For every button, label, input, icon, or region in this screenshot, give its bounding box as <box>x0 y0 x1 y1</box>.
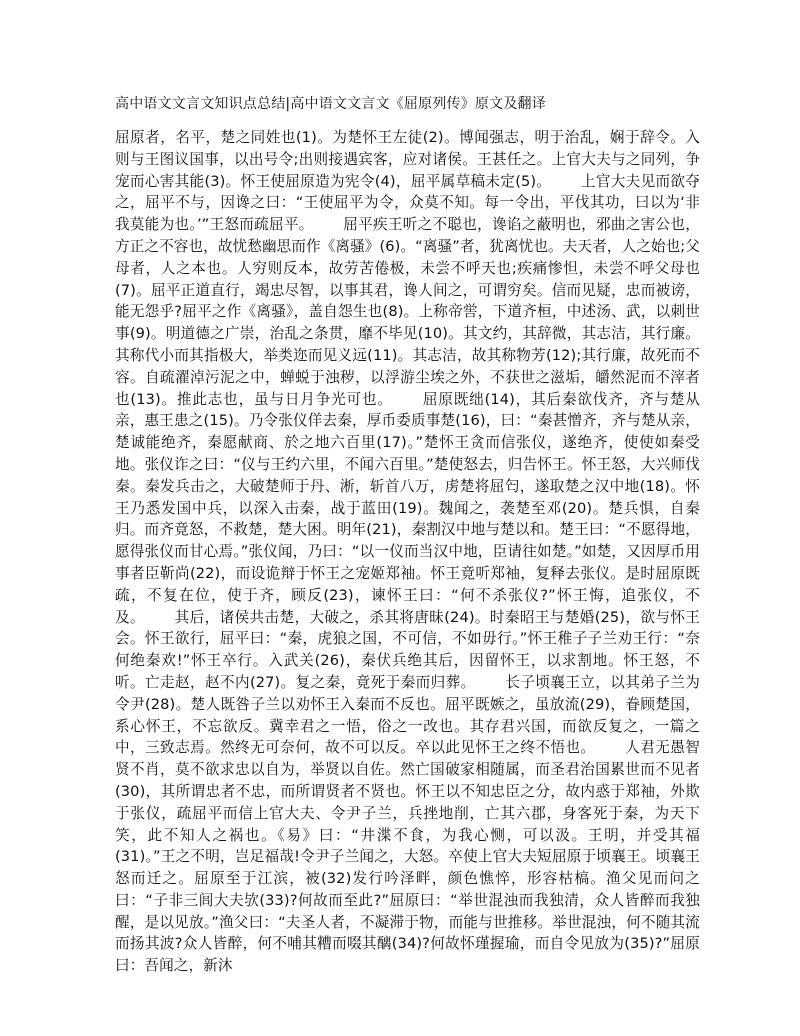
paragraph-3: 屈平疾王听之不聪也，谗谄之蔽明也，邪曲之害公也，方正之不容也，故忧愁幽思而作《离骚》(6)。“离骚”者，犹离忧也。夫天者，人之始也;父母者，人之本也。人穷则反本，故劳苦倦极，未尝不呼天也;疾痛惨怛，未尝不呼父母也(7)。屈平正道直行，竭忠尽智，以事其君，谗人间之，可谓穷矣。信而见疑，忠而被谤，能无怨乎?屈平之作《离骚》，盖自怨生也(8)。上称帝喾，下道齐桓，中述汤、武，以刺世事(9)。明道德之广崇，治乱之条贯，靡不毕见(10)。其文约，其辞微，其志洁，其行廉。其称代小而其指极大，举类迩而见义远(11)。其志洁，故其称物芳(12);其行廉，故死而不容。自疏濯淖污泥之中，蝉蜕于浊秽，以浮游尘埃之外，不获世之滋垢，皭然泥而不滓者也(13)。推此志也，虽与日月争光可也。 <box>115 216 700 408</box>
paragraph-4: 屈原既绌(14)，其后秦欲伐齐，齐与楚从亲，惠王患之(15)。乃令张仪佯去秦，厚币委质事楚(16)，曰：“秦甚憎齐，齐与楚从亲，楚诚能绝齐，秦愿献商、於之地六百里(17)。”楚怀王贪而信张仪，遂绝齐，使使如秦受地。张仪诈之曰：“仪与王约六里，不闻六百里。”楚使怒去，归告怀王。怀王怒，大兴师伐秦。秦发兵击之，大破楚师于丹、淅，斩首八万，虏楚将屈匄，遂取楚之汉中地(18)。怀王乃悉发国中兵，以深入击秦，战于蓝田(19)。魏闻之，袭楚至邓(20)。楚兵惧，自秦归。而齐竟怒，不救楚，楚大困。明年(21)，秦割汉中地与楚以和。楚王曰：“不愿得地，愿得张仪而甘心焉。”张仪闻，乃曰：“以一仪而当汉中地，臣请往如楚。”如楚，又因厚币用事者臣靳尚(22)，而设诡辩于怀王之宠姬郑袖。怀王竟听郑袖，复释去张仪。是时屈原既疏，不复在位，使于齐，顾反(23)，谏怀王曰：“何不杀张仪?”怀王悔，追张仪，不及。 <box>115 390 700 626</box>
paragraph-7: 人君无愚智贤不肖，莫不欲求忠以自为，举贤以自佐。然亡国破家相随属，而圣君治国累世而不见者(30)，其所谓忠者不忠，而所谓贤者不贤也。怀王以不知忠臣之分，故内惑于郑袖，外欺于张仪，疏屈平而信上官大夫、令尹子兰，兵挫地削，亡其六郡，身客死于秦，为天下笑，此不知人之祸也。《易》曰：“井渫不食，为我心恻，可以汲。王明，并受其福(31)。”王之不明，岂足福哉!令尹子兰闻之，大怒。卒使上官大夫短屈原于顷襄王。顷襄王怒而迁之。屈原至于江滨，被(32)发行吟泽畔，颜色憔悴，形容枯槁。渔父见而问之曰：“子非三闾大夫欤(33)?何故而至此?”屈原曰：“举世混浊而我独清，众人皆醉而我独醒，是以见放。”渔父曰：“夫圣人者，不凝滞于物，而能与世推移。举世混浊，何不随其流而扬其波?众人皆醉，何不哺其糟而啜其醨(34)?何故怀瑾握瑜，而自令见放为(35)?”屈原曰：吾闻之，新沐 <box>115 739 700 975</box>
document-body <box>115 127 700 977</box>
document-title: 高中语文文言文知识点总结|高中语文文言文《屈原列传》原文及翻译 <box>115 96 546 112</box>
paragraph-5: 其后，诸侯共击楚，大破之，杀其将唐昧(24)。时秦昭王与楚婚(25)，欲与怀王会。怀王欲行，屈平曰：“秦，虎狼之国，不可信，不如毋行。”怀王稚子子兰劝王行：“奈何绝秦欢!”怀王卒行。入武关(26)，秦伏兵绝其后，因留怀王，以求割地。怀王怒，不听。亡走赵，赵不内(27)。复之秦，竟死于秦而归葬。 <box>115 608 700 691</box>
paragraph-6: 长子顷襄王立，以其弟子兰为令尹(28)。楚人既咎子兰以劝怀王入秦而不反也。屈平既嫉之，虽放流(29)，眷顾楚国，系心怀王，不忘欲反。冀幸君之一悟，俗之一改也。其存君兴国，而欲反复之，一篇之中，三致志焉。然终无可奈何，故不可以反。卒以此见怀王之终不悟也。 <box>115 673 700 757</box>
paragraph-2: 上官大夫见而欲夺之，屈平不与，因谗之曰：“王使屈平为令，众莫不知。每一令出，平伐其功，曰以为‘非我莫能为也。’”王怒而疏屈平。 <box>115 172 700 234</box>
paragraph-1: 屈原者，名平，楚之同姓也(1)。为楚怀王左徒(2)。博闻强志，明于治乱，娴于辞令。入则与王图议国事，以出号令;出则接遇宾客，应对诸侯。王甚任之。上官大夫与之同列，争宠而心害其能(3)。怀王使屈原造为宪令(4)，屈平属草稿未定(5)。 <box>115 129 700 190</box>
